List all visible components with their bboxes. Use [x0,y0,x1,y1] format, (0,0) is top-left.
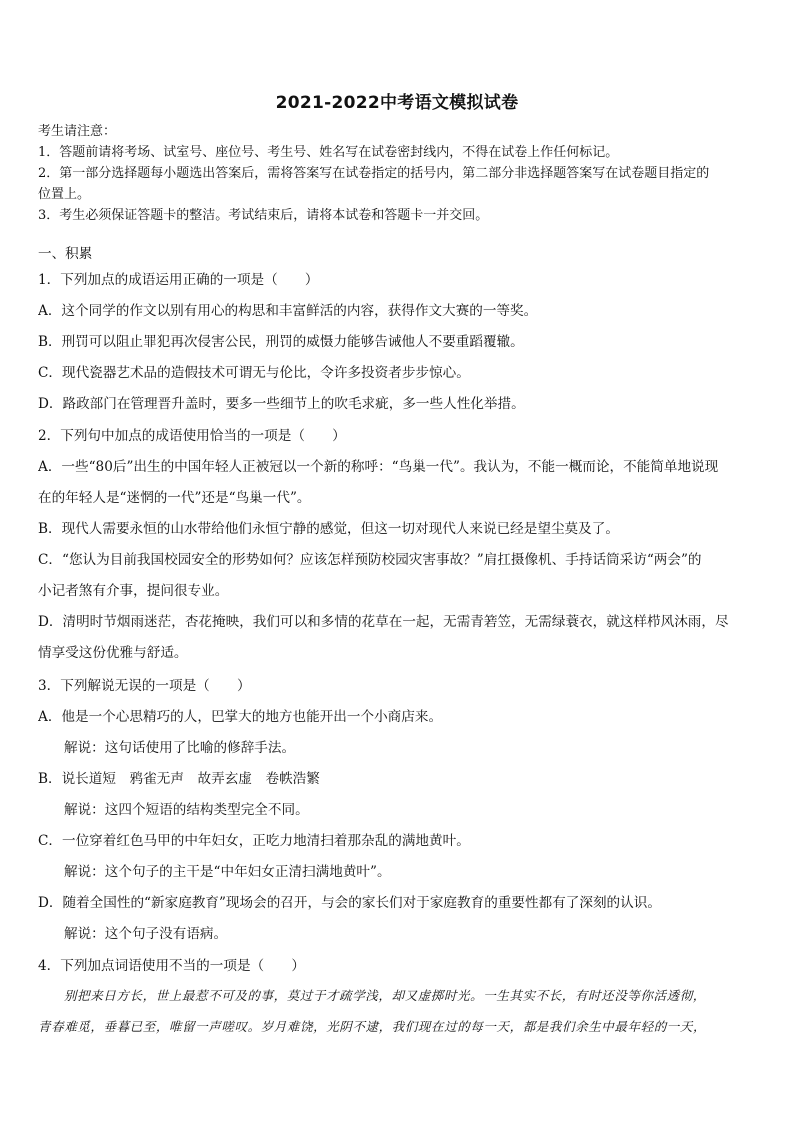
passage-line: 青春难觅，垂暮已至，唯留一声嗟叹。岁月难饶，光阴不逮，我们现在过的每一天，都是我们余生中最年轻的一天， [38,1019,707,1034]
exam-notice [38,121,762,226]
question-2-line: C．“您认为目前我国校园安全的形势如何？应该怎样预防校园灾害事故？”肩扛摄像机、手持话筒采访“两会”的 [38,552,702,568]
notice-item: 1．答题前请将考场、试室号、座位号、考生号、姓名写在试卷密封线内，不得在试卷上作任何标记。 [38,145,619,160]
question-3-option-c: C．一位穿着红色马甲的中年妇女，正吃力地清扫着那杂乱的满地黄叶。 [38,833,470,849]
question-3-option-a: A．他是一个心思精巧的人，巴掌大的地方也能开出一个小商店来。 [38,709,443,725]
question-1-option-a: A．这个同学的作文以别有用心的构思和丰富鲜活的内容，获得作文大赛的一等奖。 [38,303,538,319]
question-2-line: B．现代人需要永恒的山水带给他们永恒宁静的感觉，但这一切对现代人来说已经是望尘莫及了。 [38,521,619,537]
question-1-option-d: D．路政部门在管理晋升盖时，要多一些细节上的吹毛求疵，多一些人性化举措。 [38,396,525,412]
question-1-option-b: B．刑罚可以阻止罪犯再次侵害公民，刑罚的威慑力能够告诫他人不要重蹈覆辙。 [38,334,524,350]
question-3-option-b: B．说长道短 鸦雀无声 故弄玄虚 卷帙浩繁 [38,771,320,787]
question-4-passage [38,980,758,1042]
question-1-stem: 1．下列加点的成语运用正确的一项是（ ） [38,272,319,288]
question-4-stem: 4．下列加点词语使用不当的一项是（ ） [38,958,305,974]
question-3-explanation: 解说：这句话使用了比喻的修辞手法。 [64,740,296,756]
question-3-stem: 3．下列解说无误的一项是（ ） [38,678,251,694]
question-3-explanation: 解说：这个句子没有语病。 [64,926,228,942]
notice-item: 位置上。 [38,187,91,202]
question-2-line: 小记者煞有介事，提问很专业。 [38,583,229,599]
question-1-option-c: C．现代瓷器艺术品的造假技术可谓无与伦比，令许多投资者步步惊心。 [38,365,470,381]
notice-item: 2．第一部分选择题每小题选出答案后，需将答案写在试卷指定的括号内，第二部分非选择题答案写在试卷题目指定的 [38,166,710,181]
page-title: 2021-2022中考语文模拟试卷 [275,93,519,113]
question-2-line: D．清明时节烟雨迷茫，杏花掩映，我们可以和多情的花草在一起，无需青箬笠，无需绿蓑衣，就这样栉风沐雨，尽 [38,614,729,630]
section-heading: 一、积累 [38,246,93,262]
notice-heading: 考生请注意： [38,124,117,139]
passage-line: 别把来日方长，世上最惹不可及的事，莫过于才疏学浅，却又虚掷时光。一生其实不长，有时还没等你活透彻， [64,988,706,1003]
question-2-line: 情享受这份优雅与舒适。 [38,645,188,661]
question-2-line: 在的年轻人是“迷惘的一代”还是“鸟巢一代”。 [38,490,311,506]
question-3-option-d: D．随着全国性的“新家庭教育”现场会的召开，与会的家长们对于家庭教育的重要性都有了深刻的认识。 [38,895,661,911]
question-2-line: A．一些“80后”出生的中国年轻人正被冠以一个新的称呼：“鸟巢一代”。我认为，不能一概而论，不能简单地说现 [38,459,719,475]
question-3-explanation: 解说：这个句子的主干是“中年妇女正清扫满地黄叶”。 [64,864,391,880]
question-3-explanation: 解说：这四个短语的结构类型完全不同。 [64,802,309,818]
question-2-stem: 2．下列句中加点的成语使用恰当的一项是（ ） [38,428,346,444]
notice-item: 3．考生必须保证答题卡的整洁。考试结束后，请将本试卷和答题卡一并交回。 [38,208,489,223]
